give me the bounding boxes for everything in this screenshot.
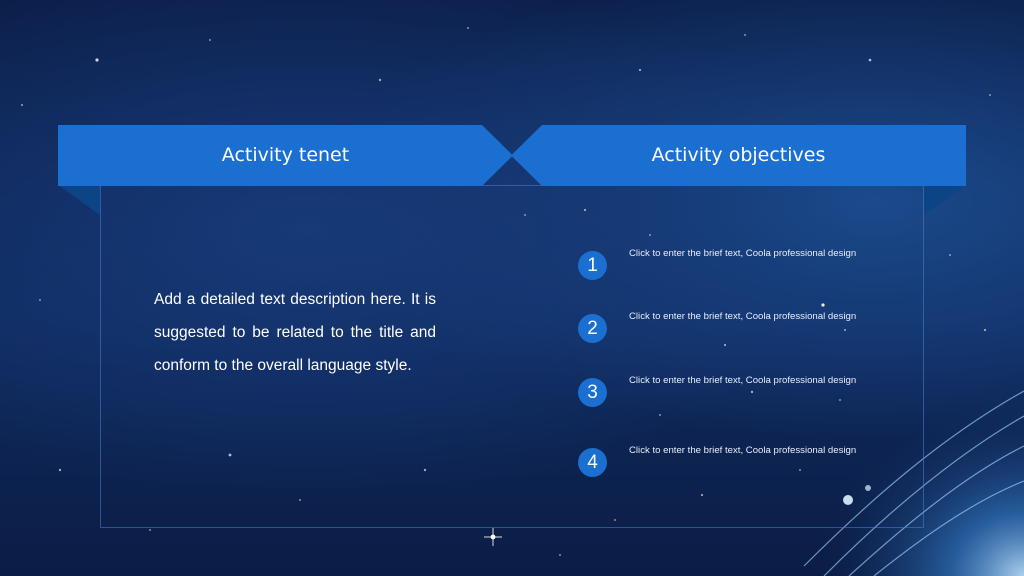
banner-fold-right bbox=[922, 185, 966, 217]
objective-item-4 bbox=[578, 445, 918, 475]
banner-fold-left bbox=[58, 185, 102, 217]
banner-activity-objectives bbox=[511, 125, 966, 186]
objective-number-1: 1 bbox=[578, 251, 607, 280]
objective-item-1 bbox=[578, 248, 918, 278]
objective-text-3[interactable]: Click to enter the brief text, Coola professional design bbox=[629, 375, 857, 386]
objective-text-1[interactable]: Click to enter the brief text, Coola professional design bbox=[629, 248, 857, 259]
banner-title-objectives[interactable]: Activity objectives bbox=[651, 144, 826, 166]
objective-item-2 bbox=[578, 311, 918, 341]
objective-number-3: 3 bbox=[578, 378, 607, 407]
objective-number-4: 4 bbox=[578, 448, 607, 477]
banner-activity-tenet bbox=[58, 125, 513, 186]
objective-text-2[interactable]: Click to enter the brief text, Coola professional design bbox=[629, 311, 857, 322]
tenet-description[interactable]: Add a detailed text description here. It is suggested to be related to the title and conform to the overall language style. bbox=[154, 291, 436, 374]
objective-item-3 bbox=[578, 375, 918, 405]
banner-title-tenet[interactable]: Activity tenet bbox=[221, 144, 350, 166]
objective-text-4[interactable]: Click to enter the brief text, Coola professional design bbox=[629, 445, 857, 456]
objective-number-2: 2 bbox=[578, 314, 607, 343]
